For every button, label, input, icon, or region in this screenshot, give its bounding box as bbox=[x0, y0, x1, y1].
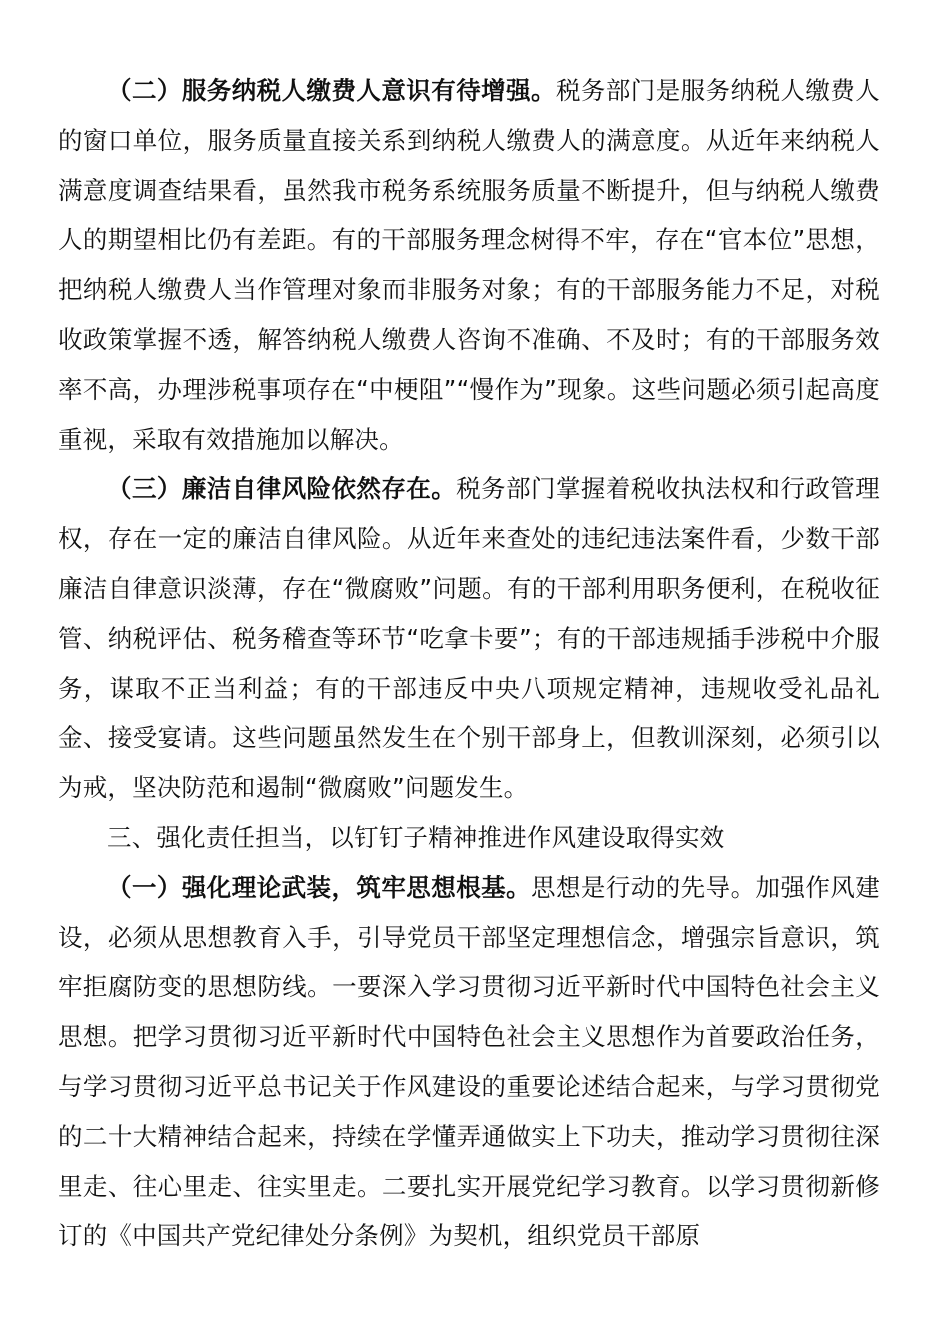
paragraph-lead: （三）廉洁自律风险依然存在。 bbox=[107, 474, 457, 504]
paragraph-theory-arming bbox=[58, 863, 880, 1261]
document-page bbox=[58, 66, 880, 1261]
paragraph-lead: （二）服务纳税人缴费人意识有待增强。 bbox=[107, 76, 556, 105]
section-heading: 三、强化责任担当，以钉钉子精神推进作风建设取得实效 bbox=[107, 822, 725, 852]
paragraph-service-awareness bbox=[58, 66, 880, 464]
paragraph-lead: （一）强化理论武装，筑牢思想根基。 bbox=[107, 872, 532, 902]
paragraph-body: 税务部门是服务纳税人缴费人的窗口单位，服务质量直接关系到纳税人缴费人的满意度。从近年来纳税人满意度调查结果看，虽然我市税务系统服务质量不断提升，但与纳税人缴费人的期望相比仍有差距。有的干部服务理念树得不牢，存在“官本位”思想，把纳税人缴费人当作管理对象而非服务对象；有的干部服务能力不足，对税收政策掌握不透，解答纳税人缴费人咨询不准确、不及时；有的干部服务效率不高，办理涉税事项存在“中梗阻”“慢作为”现象。这些问题必须引起高度重视，采取有效措施加以解决。 bbox=[58, 76, 880, 454]
paragraph-body: 思想是行动的先导。加强作风建设，必须从思想教育入手，引导党员干部坚定理想信念，增强宗旨意识，筑牢拒腐防变的思想防线。一要深入学习贯彻习近平新时代中国特色社会主义思想。把学习贯彻习近平新时代中国特色社会主义思想作为首要政治任务，与学习贯彻习近平总书记关于作风建设的重要论述结合起来，与学习贯彻党的二十大精神结合起来，持续在学懂弄通做实上下功夫，推动学习贯彻往深里走、往心里走、往实里走。二要扎实开展党纪学习教育。以学习贯彻新修订的《中国共产党纪律处分条例》为契机，组织党员干部原 bbox=[58, 872, 880, 1251]
paragraph-body: 税务部门掌握着税收执法权和行政管理权，存在一定的廉洁自律风险。从近年来查处的违纪违法案件看，少数干部廉洁自律意识淡薄，存在“微腐败”问题。有的干部利用职务便利，在税收征管、纳税评估、税务稽查等环节“吃拿卡要”；有的干部违规插手涉税中介服务，谋取不正当利益；有的干部违反中央八项规定精神，违规收受礼品礼金、接受宴请。这些问题虽然发生在个别干部身上，但教训深刻，必须引以为戒，坚决防范和遏制“微腐败”问题发生。 bbox=[58, 474, 880, 803]
paragraph-integrity-risk bbox=[58, 464, 880, 813]
